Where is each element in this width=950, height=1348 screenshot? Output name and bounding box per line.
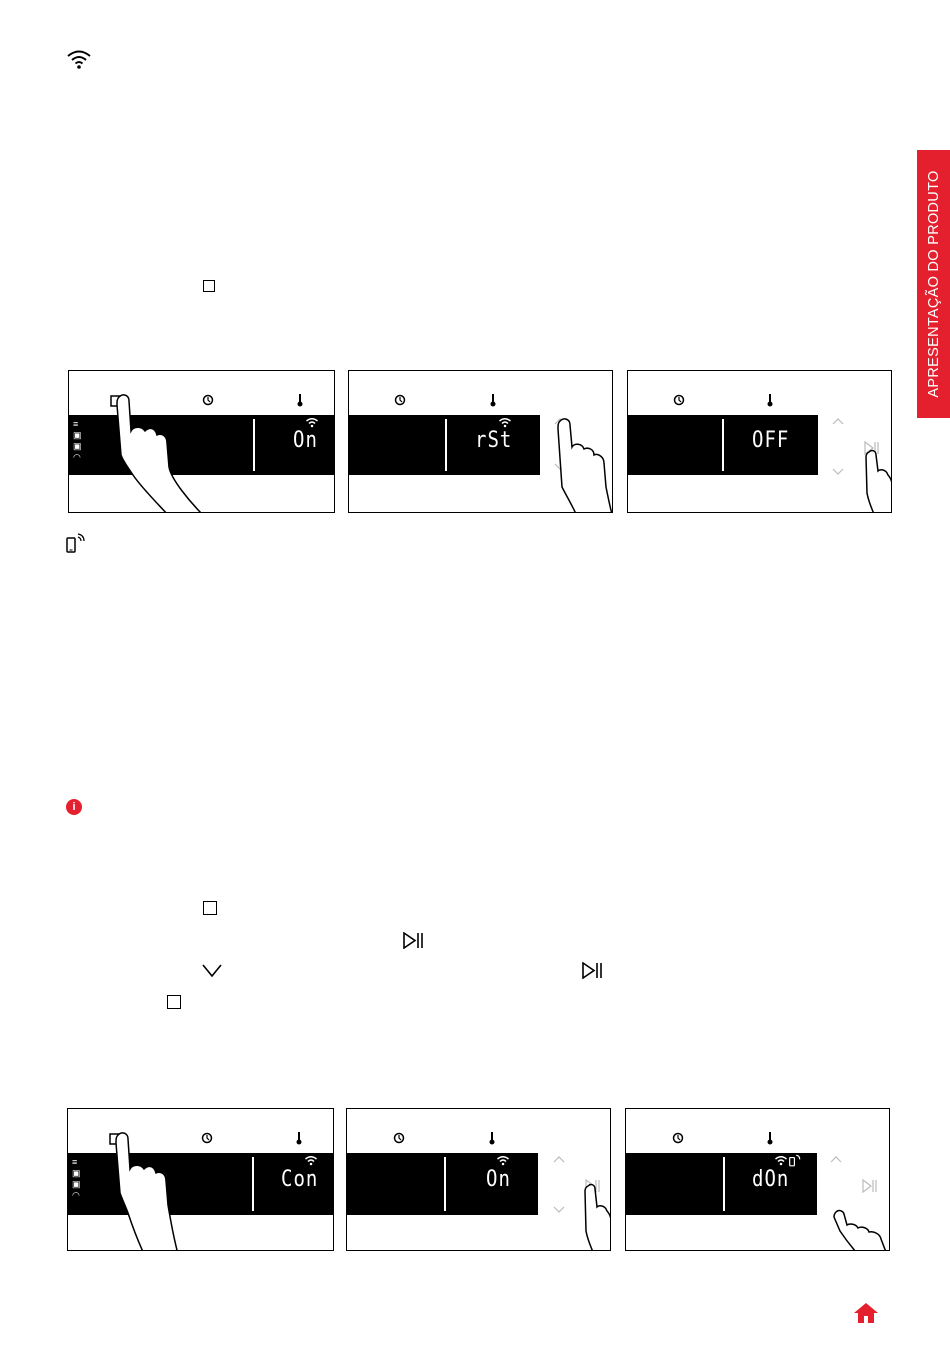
display-panel-3 xyxy=(627,370,892,513)
phone-remote-icon xyxy=(66,532,86,554)
hand-pointer xyxy=(583,1183,611,1251)
display-panel-5 xyxy=(346,1108,611,1251)
display-divider xyxy=(444,1157,446,1211)
play-pause-icon xyxy=(403,932,425,949)
hand-pointer xyxy=(109,391,249,513)
hand-pointer xyxy=(832,1209,890,1251)
thermometer-icon xyxy=(766,393,774,407)
display-readout: On xyxy=(486,1166,511,1192)
hand-pointer xyxy=(864,449,892,513)
chevron-down-icon xyxy=(202,964,222,978)
play-pause-icon xyxy=(862,1179,878,1193)
wifi-icon xyxy=(305,417,319,428)
hand-pointer xyxy=(554,417,613,513)
home-icon[interactable] xyxy=(853,1302,879,1324)
display-readout: dOn xyxy=(752,1166,790,1192)
info-icon: i xyxy=(66,799,82,815)
timer-icon xyxy=(394,394,406,406)
wifi-icon xyxy=(304,1155,318,1166)
side-icon-column: ≡ ▣ ▣ ◠ xyxy=(72,1157,81,1200)
timer-icon xyxy=(672,1132,684,1144)
wifi-icon xyxy=(496,1155,510,1166)
chevron-down-icon xyxy=(553,1206,565,1214)
display-divider xyxy=(445,419,447,471)
wifi-icon xyxy=(774,1155,788,1166)
display-panel-4 xyxy=(67,1108,334,1251)
display-divider xyxy=(722,419,724,471)
wifi-icon xyxy=(66,48,92,70)
display-readout: rSt xyxy=(475,427,513,453)
thermometer-icon xyxy=(296,393,304,407)
display-divider xyxy=(723,1157,725,1211)
chevron-up-icon xyxy=(553,1155,565,1163)
thermometer-icon xyxy=(488,1131,496,1145)
thermometer-icon xyxy=(295,1131,303,1145)
timer-icon xyxy=(393,1132,405,1144)
display-panel-2 xyxy=(348,370,613,513)
thermometer-icon xyxy=(766,1131,774,1145)
thermometer-icon xyxy=(489,393,497,407)
square-stop-icon xyxy=(167,995,181,1009)
play-pause-icon xyxy=(582,962,604,979)
square-stop-icon xyxy=(203,901,217,915)
side-icon-column: ≡ ▣ ▣ ◠ xyxy=(73,419,82,462)
chevron-up-icon xyxy=(832,417,844,425)
wifi-icon xyxy=(498,417,512,428)
hand-pointer xyxy=(108,1129,208,1251)
chevron-down-icon xyxy=(832,468,844,476)
display-divider xyxy=(253,419,255,471)
section-side-tab[interactable] xyxy=(917,150,950,418)
phone-remote-icon xyxy=(789,1154,801,1167)
display-readout: On xyxy=(293,427,318,453)
display-divider xyxy=(252,1157,254,1211)
display-panel-1 xyxy=(68,370,335,513)
display-readout: Con xyxy=(281,1166,319,1192)
square-stop-icon xyxy=(203,280,215,292)
timer-icon xyxy=(673,394,685,406)
display-readout: OFF xyxy=(752,427,790,453)
section-side-tab-label: APRESENTAÇÃO DO PRODUTO xyxy=(925,170,942,398)
chevron-up-icon xyxy=(830,1155,842,1163)
display-panel-6 xyxy=(625,1108,890,1251)
